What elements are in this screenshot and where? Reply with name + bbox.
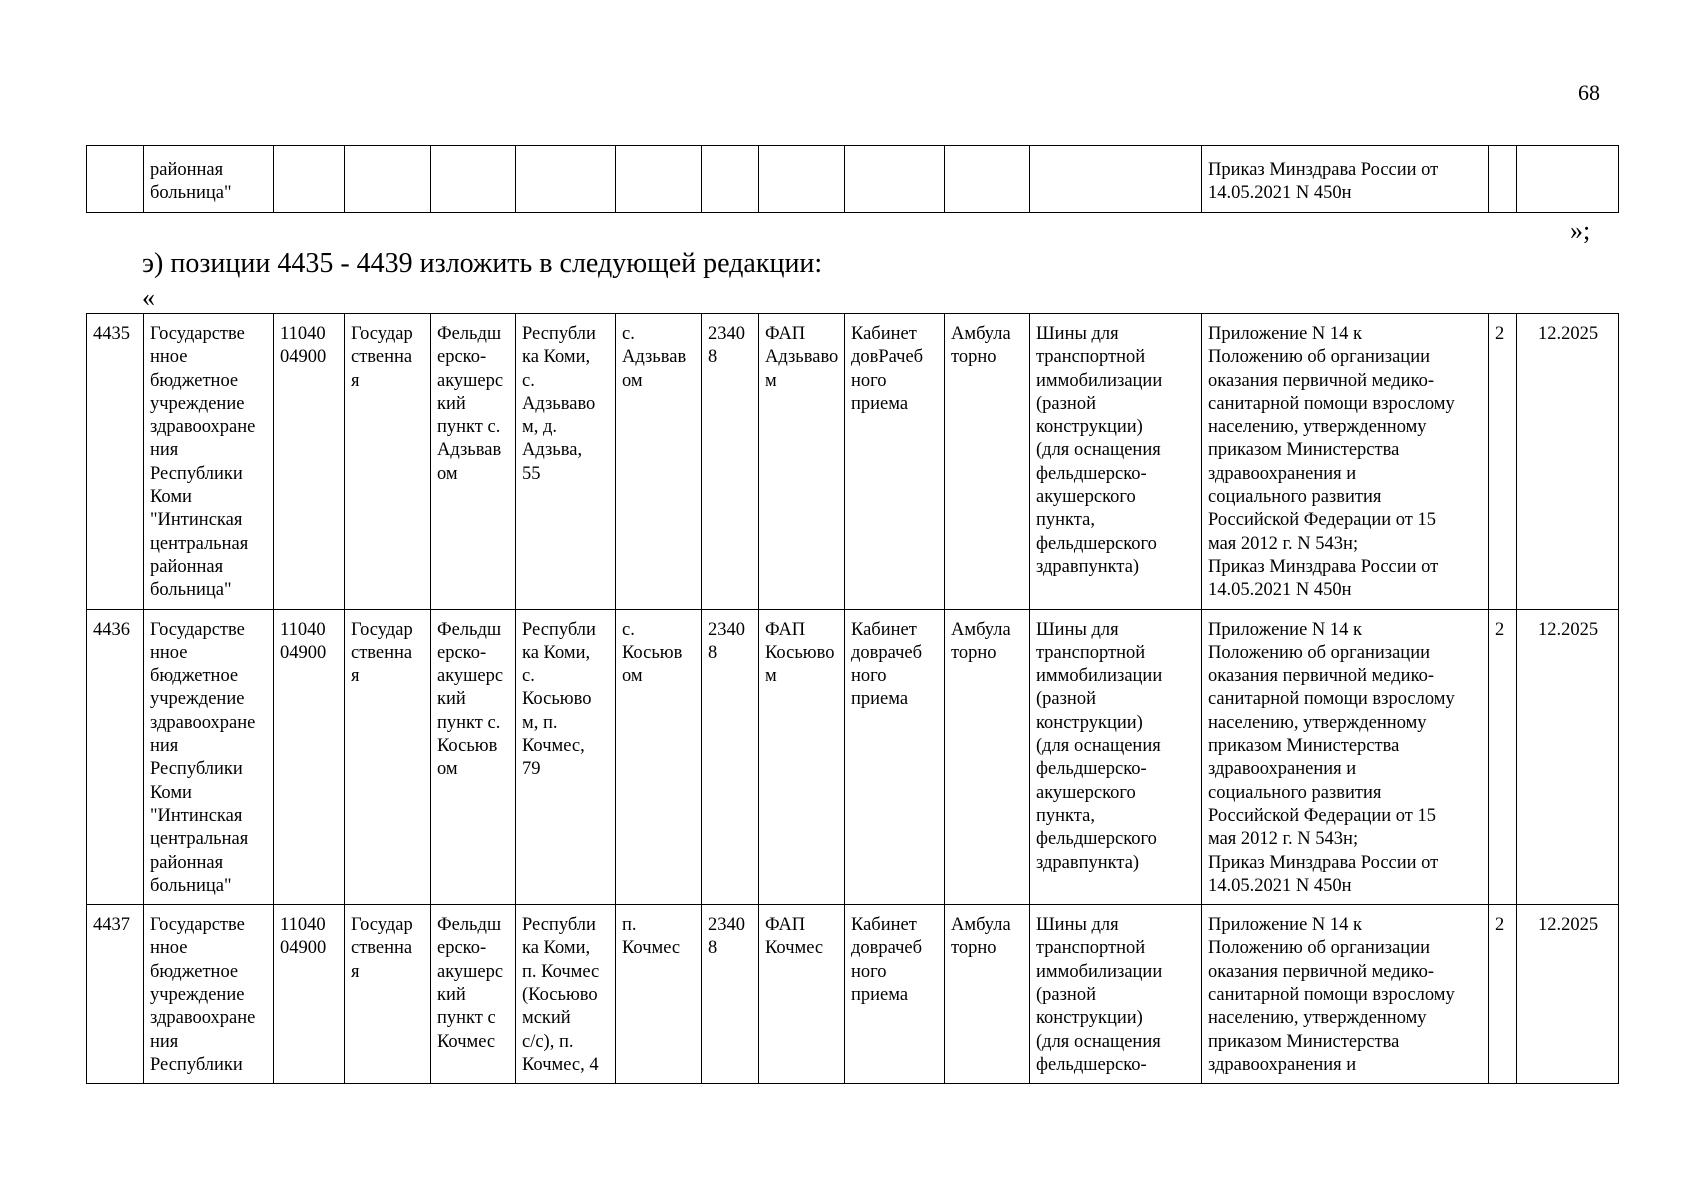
amendment-instruction: э) позиции 4435 - 4439 изложить в следующей редакции:: [142, 248, 823, 279]
table-cell: Приложение N 14 к Положению об организации оказания первичной медико- санитарной помощи взрослому населению, утвержденному приказом Министерства здравоохранения и социального развития Российской Федерации от 15 мая 2012 г. N 543н; Приказ Минздрава России от 14.05.2021 N 450н: [1202, 609, 1489, 905]
table-cell: [516, 146, 616, 213]
continued-table-fragment: [86, 145, 1619, 213]
table-cell: Государстве нное бюджетное учреждение здравоохране ния Республики Коми "Интинская центральная районная больница": [144, 609, 274, 905]
table-cell: 2: [1489, 314, 1517, 610]
table-cell: ФАП Косьюво м: [759, 609, 845, 905]
table-cell: Шины для транспортной иммобилизации (разной конструкции) (для оснащения фельдшерско- акушерского пункта, фельдшерского здравпункта): [1030, 609, 1202, 905]
table-cell: 2340 8: [702, 314, 759, 610]
table-cell: [702, 146, 759, 213]
table-cell: [274, 146, 345, 213]
table-cell: [87, 146, 144, 213]
table-cell: [616, 146, 702, 213]
table-cell: Государ ственна я: [345, 905, 431, 1084]
opening-quote: «: [142, 283, 155, 312]
table-cell: с. Адзьвав ом: [616, 314, 702, 610]
table-cell: Шины для транспортной иммобилизации (разной конструкции) (для оснащения фельдшерско-: [1030, 905, 1202, 1084]
table-cell: Фельдш ерско- акушерс кий пункт с Кочмес: [431, 905, 516, 1084]
table-cell: 11040 04900: [274, 905, 345, 1084]
table-cell: 11040 04900: [274, 609, 345, 905]
table-cell: Амбула торно: [945, 609, 1030, 905]
table-row: [87, 609, 1619, 905]
positions-table: [86, 313, 1619, 1084]
table-cell: [1517, 146, 1619, 213]
table-cell: Государ ственна я: [345, 609, 431, 905]
table-cell: [845, 146, 945, 213]
table-cell: Кабинет доврачеб ного приема: [845, 609, 945, 905]
table-cell: Государстве нное бюджетное учреждение здравоохране ния Республики Коми "Интинская центральная районная больница": [144, 314, 274, 610]
table-row: [87, 314, 1619, 610]
table-cell: 2340 8: [702, 609, 759, 905]
table-cell: Республи ка Коми, с. Косьюво м, п. Кочмес, 79: [516, 609, 616, 905]
table-cell: Кабинет довРачеб ного приема: [845, 314, 945, 610]
table-cell: Фельдш ерско- акушерс кий пункт с. Косьюв ом: [431, 609, 516, 905]
table-cell: Государ ственна я: [345, 314, 431, 610]
table-cell: ФАП Адзьваво м: [759, 314, 845, 610]
table-cell: [945, 146, 1030, 213]
table-cell: Республи ка Коми, п. Кочмес (Косьюво мский с/с), п. Кочмес, 4: [516, 905, 616, 1084]
table-cell: [1030, 146, 1202, 213]
table-cell: Приложение N 14 к Положению об организации оказания первичной медико- санитарной помощи взрослому населению, утвержденному приказом Министерства здравоохранения и социального развития Российской Федерации от 15 мая 2012 г. N 543н; Приказ Минздрава России от 14.05.2021 N 450н: [1202, 314, 1489, 610]
table-cell: Фельдш ерско- акушерс кий пункт с. Адзьвав ом: [431, 314, 516, 610]
table-cell: 2: [1489, 905, 1517, 1084]
table-cell: Шины для транспортной иммобилизации (разной конструкции) (для оснащения фельдшерско- акушерского пункта, фельдшерского здравпункта): [1030, 314, 1202, 610]
table-cell: 12.2025: [1517, 609, 1619, 905]
page-number: 68: [1578, 80, 1600, 105]
table-row: [87, 905, 1619, 1084]
table-cell: 12.2025: [1517, 905, 1619, 1084]
table-cell: 11040 04900: [274, 314, 345, 610]
table-cell: 12.2025: [1517, 314, 1619, 610]
table-cell: [431, 146, 516, 213]
table-cell: Кабинет доврачеб ного приема: [845, 905, 945, 1084]
table-cell: 2: [1489, 609, 1517, 905]
table-cell: 4436: [87, 609, 144, 905]
table-cell: [759, 146, 845, 213]
table-cell: районная больница": [144, 146, 274, 213]
table-cell: 4437: [87, 905, 144, 1084]
table-cell: [345, 146, 431, 213]
table-cell: ФАП Кочмес: [759, 905, 845, 1084]
table-row: [87, 146, 1619, 213]
table-cell: Амбула торно: [945, 905, 1030, 1084]
table-cell: 2340 8: [702, 905, 759, 1084]
table-cell: [1489, 146, 1517, 213]
table-cell: Приложение N 14 к Положению об организации оказания первичной медико- санитарной помощи взрослому населению, утвержденному приказом Министерства здравоохранения и: [1202, 905, 1489, 1084]
table-cell: Амбула торно: [945, 314, 1030, 610]
table-cell: Государстве нное бюджетное учреждение здравоохране ния Республики: [144, 905, 274, 1084]
table-cell: Приказ Минздрава России от 14.05.2021 N 450н: [1202, 146, 1489, 213]
table-cell: 4435: [87, 314, 144, 610]
table-cell: п. Кочмес: [616, 905, 702, 1084]
table-cell: Республи ка Коми, с. Адзьваво м, д. Адзьва, 55: [516, 314, 616, 610]
table-cell: с. Косьюв ом: [616, 609, 702, 905]
closing-quote: »;: [1570, 216, 1591, 245]
